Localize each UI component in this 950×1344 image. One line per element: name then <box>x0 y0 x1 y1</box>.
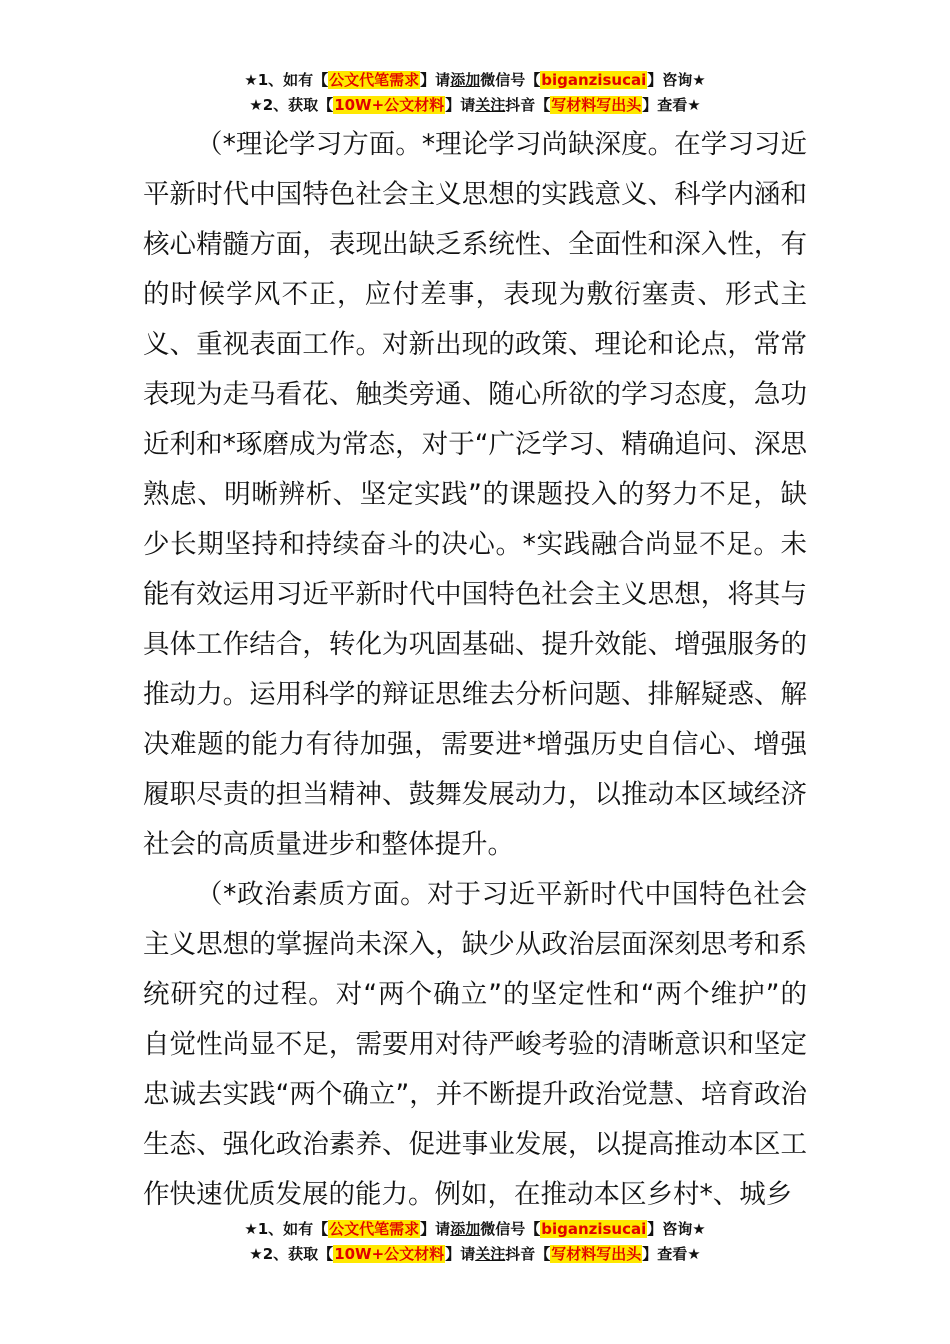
banner-line-1: ★1、如有【公文代笔需求】请添加微信号【biganzisucai】咨询★ <box>244 71 706 89</box>
paragraph-political-quality: （*政治素质方面。对于习近平新时代中国特色社会主义思想的掌握尚未深入，缺少从政治层面深刻思考和系统研究的过程。对“两个确立”的坚定性和“两个维护”的自觉性尚显不足，需要用对待严峻考验的清晰意识和坚定忠诚去实践“两个确立”，并不断提升政治觉慧、培育政治生态、强化政治素养、促进事业发展，以提高推动本区工作快速优质发展的能力。例如，在推动本区乡村*、城乡 <box>143 879 807 1210</box>
banner-line-1: ★1、如有【公文代笔需求】请添加微信号【biganzisucai】咨询★ <box>244 1220 706 1238</box>
highlight-douyin-account: 写材料写出头 <box>551 1245 642 1263</box>
highlight-materials: 10W+公文材料 <box>334 1245 445 1263</box>
banner-line-2: ★2、获取【10W+公文材料】请关注抖音【写材料写出头】查看★ <box>249 1245 701 1263</box>
banner-line-2: ★2、获取【10W+公文材料】请关注抖音【写材料写出头】查看★ <box>249 96 701 114</box>
highlight-service: 公文代笔需求 <box>329 1220 420 1238</box>
highlight-wechat-id: biganzisucai <box>541 1220 647 1238</box>
header-banner <box>0 68 950 118</box>
highlight-wechat-id: biganzisucai <box>541 71 647 89</box>
document-body <box>143 120 807 1220</box>
paragraph-theory-study: （*理论学习方面。*理论学习尚缺深度。在学习习近平新时代中国特色社会主义思想的实践意义、科学内涵和核心精髓方面，表现出缺乏系统性、全面性和深入性，有的时候学风不正，应付差事，表现为敷衍塞责、形式主义、重视表面工作。对新出现的政策、理论和论点，常常表现为走马看花、触类旁通、随心所欲的学习态度，急功近利和*琢磨成为常态，对于“广泛学习、精确追问、深思熟虑、明晰辨析、坚定实践”的课题投入的努力不足，缺少长期坚持和持续奋斗的决心。*实践融合尚显不足。未能有效运用习近平新时代中国特色社会主义思想，将其与具体工作结合，转化为巩固基础、提升效能、增强服务的推动力。运用科学的辩证思维去分析问题、排解疑惑、解决难题的能力有待加强，需要进*增强历史自信心、增强履职尽责的担当精神、鼓舞发展动力，以推动本区域经济社会的高质量进步和整体提升。 <box>143 129 807 860</box>
highlight-service: 公文代笔需求 <box>329 71 420 89</box>
highlight-douyin-account: 写材料写出头 <box>551 96 642 114</box>
footer-banner <box>0 1217 950 1267</box>
highlight-materials: 10W+公文材料 <box>334 96 445 114</box>
